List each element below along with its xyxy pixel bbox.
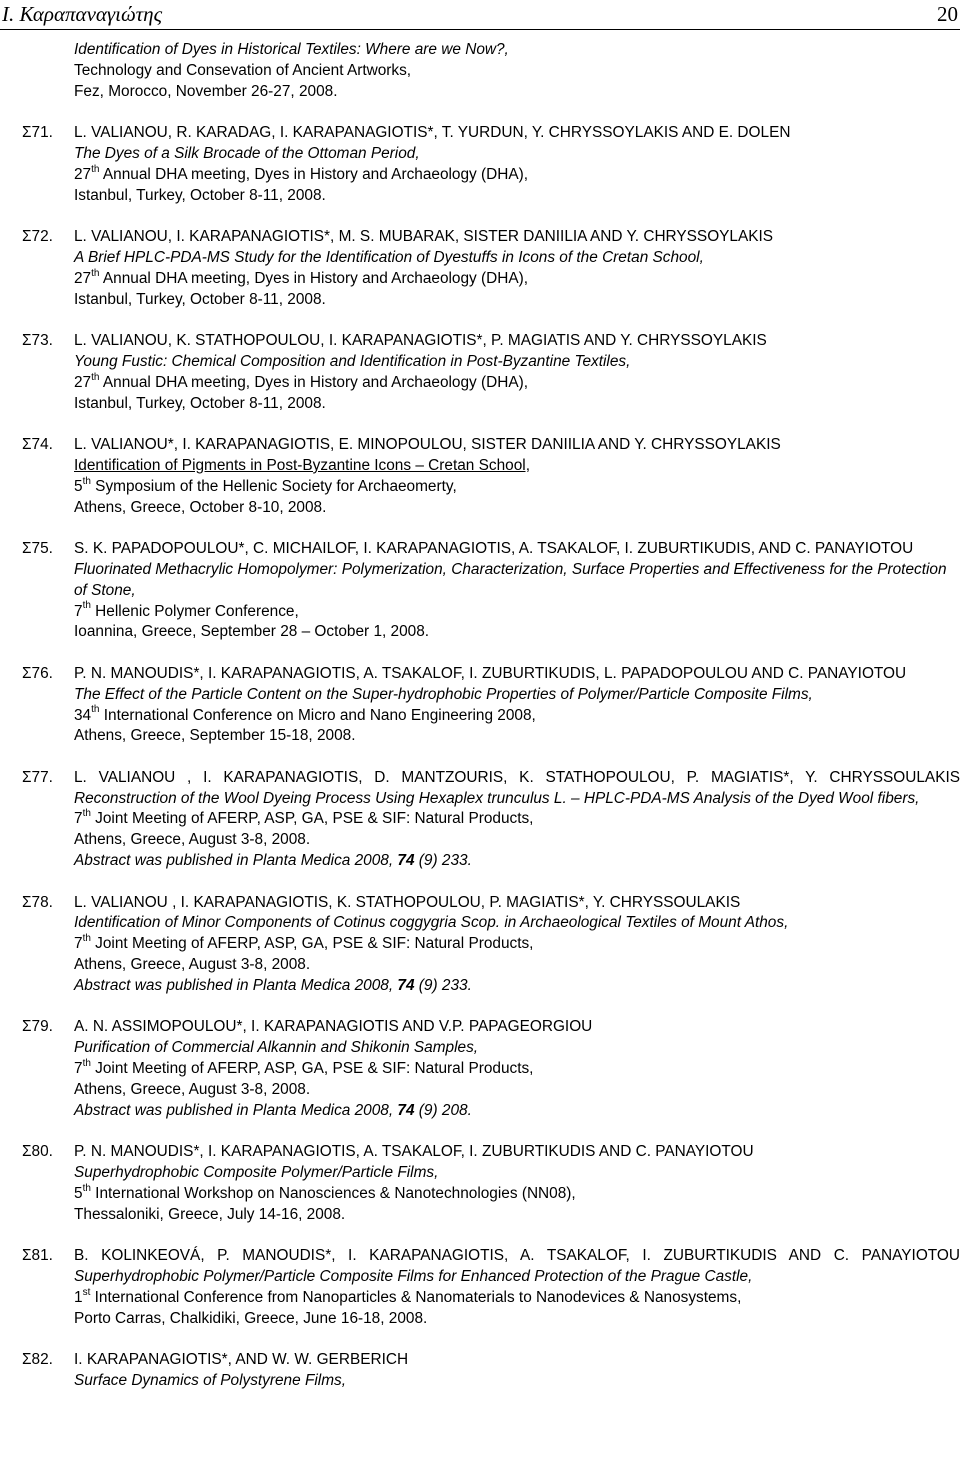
entry-title: Identification of Dyes in Historical Textiles: Where are we Now?,: [74, 41, 509, 58]
entry-number: Σ79.: [22, 1018, 53, 1036]
header-author: Ι. Καραπαναγιώτης: [2, 2, 163, 26]
entry-title: Fluorinated Methacrylic Homopolymer: Polymerization, Characterization, Surface Properties and Effectiveness for the Protection of Stone,: [74, 560, 947, 599]
entry-conference: 5th Symposium of the Hellenic Society for Archaeomerty,: [74, 475, 457, 495]
entry-place: Istanbul, Turkey, October 8-11, 2008.: [74, 394, 326, 412]
entry-title: Surface Dynamics of Polystyrene Films,: [74, 1372, 346, 1389]
entry-authors: L. VALIANOU, I. KARAPANAGIOTIS*, M. S. MUBARAK, SISTER DANIILIA AND Y. CHRYSSOYLAKIS: [74, 228, 774, 246]
entry-number: Σ76.: [22, 664, 53, 682]
entry-authors: P. N. MANOUDIS*, I. KARAPANAGIOTIS, A. TSAKALOF, I. ZUBURTIKUDIS, L. PAPADOPOULOU AND C. PANAYIOTOU: [74, 664, 907, 682]
entry-number: Σ73.: [22, 332, 53, 350]
list-item: [22, 539, 960, 643]
entry-authors: L. VALIANOU*, I. KARAPANAGIOTIS, E. MINOPOULOU, SISTER DANIILIA AND Y. CHRYSSOYLAKIS: [74, 436, 781, 454]
entry-place: Athens, Greece, August 3-8, 2008.: [74, 1080, 311, 1098]
entry-title: A Brief HPLC-PDA-MS Study for the Identification of Dyestuffs in Icons of the Cretan School,: [74, 248, 704, 266]
entry-conference: 7th Joint Meeting of AFERP, ASP, GA, PSE & SIF: Natural Products,: [74, 808, 534, 828]
entry-title: Purification of Commercial Alkannin and Shikonin Samples,: [74, 1039, 479, 1057]
entry-authors: L. VALIANOU , I. KARAPANAGIOTIS, D. MANTZOURIS, K. STATHOPOULOU, P. MAGIATIS*, Y. CHRYSSOULAKIS: [74, 768, 960, 786]
entry-conference: 7th Joint Meeting of AFERP, ASP, GA, PSE & SIF: Natural Products,: [74, 933, 534, 953]
entry-conference: 34th International Conference on Micro and Nano Engineering 2008,: [74, 704, 536, 724]
entry-abstract-note: Abstract was published in Planta Medica 2008, 74 (9) 233.: [74, 976, 472, 994]
entry-number: Σ80.: [22, 1143, 53, 1161]
list-item: [22, 768, 960, 872]
entry-place: Istanbul, Turkey, October 8-11, 2008.: [74, 290, 326, 308]
entry-number: Σ77.: [22, 768, 53, 786]
entry-conference: 27th Annual DHA meeting, Dyes in History and Archaeology (DHA),: [74, 163, 529, 183]
entry-place: Istanbul, Turkey, October 8-11, 2008.: [74, 186, 326, 204]
entry-place: Athens, Greece, October 8-10, 2008.: [74, 498, 327, 516]
entry-conference: 27th Annual DHA meeting, Dyes in History and Archaeology (DHA),: [74, 371, 529, 391]
entry-authors: L. VALIANOU , I. KARAPANAGIOTIS, K. STATHOPOULOU, P. MAGIATIS*, Y. CHRYSSOULAKIS: [74, 893, 741, 911]
list-item: [22, 227, 960, 310]
entry-conference: 5th International Workshop on Nanosciences & Nanotechnologies (NN08),: [74, 1182, 576, 1202]
page-header: [0, 0, 960, 28]
list-item: [22, 1350, 960, 1392]
entry-authors: B. KOLINKEOVÁ, P. MANOUDIS*, I. KARAPANAGIOTIS, A. TSAKALOF, I. ZUBURTIKUDIS AND C. PANAYIOTOU: [74, 1247, 960, 1265]
entry-authors: A. N. ASSIMOPOULOU*, I. KARAPANAGIOTIS AND V.P. PAPAGEORGIOU: [74, 1018, 593, 1036]
list-item: [22, 331, 960, 414]
entry-conference: 7th Hellenic Polymer Conference,: [74, 600, 299, 620]
entry-conference: Technology and Consevation of Ancient Artworks,: [74, 61, 412, 79]
entry-number: Σ75.: [22, 540, 53, 558]
entry-number: Σ82.: [22, 1351, 53, 1369]
entry-place: Thessaloniki, Greece, July 14-16, 2008.: [74, 1205, 346, 1223]
list-item: [22, 123, 960, 206]
entry-number: Σ81.: [22, 1247, 53, 1265]
entry-title: The Dyes of a Silk Brocade of the Ottoman Period,: [74, 144, 420, 162]
list-item: [22, 1142, 960, 1225]
header-rule: [0, 29, 960, 30]
entry-authors: L. VALIANOU, K. STATHOPOULOU, I. KARAPANAGIOTIS*, P. MAGIATIS AND Y. CHRYSSOYLAKIS: [74, 332, 767, 350]
entry-authors: L. VALIANOU, R. KARADAG, I. KARAPANAGIOTIS*, T. YURDUN, Y. CHRYSSOYLAKIS AND E. DOLEN: [74, 124, 791, 142]
entry-title: Superhydrophobic Composite Polymer/Particle Films,: [74, 1164, 439, 1182]
entry-number: Σ71.: [22, 124, 53, 142]
entry-abstract-note: Abstract was published in Planta Medica 2008, 74 (9) 208.: [74, 1101, 472, 1119]
entry-title: The Effect of the Particle Content on the Super-hydrophobic Properties of Polymer/Particle Composite Films,: [74, 685, 813, 703]
entry-conference: 7th Joint Meeting of AFERP, ASP, GA, PSE & SIF: Natural Products,: [74, 1057, 534, 1078]
entry-place: Fez, Morocco, November 26-27, 2008.: [74, 82, 338, 100]
list-item: [22, 664, 960, 747]
entry-number: Σ78.: [22, 893, 53, 911]
entry-number: Σ74.: [22, 436, 53, 454]
entry-conference: 27th Annual DHA meeting, Dyes in History and Archaeology (DHA),: [74, 267, 529, 287]
entry-place: Athens, Greece, August 3-8, 2008.: [74, 956, 311, 974]
entry-place: Ioannina, Greece, September 28 – October 1, 2008.: [74, 623, 430, 641]
entry-abstract-note: Abstract was published in Planta Medica 2008, 74 (9) 233.: [74, 852, 472, 870]
entry-title: Superhydrophobic Polymer/Particle Composite Films for Enhanced Protection of the Prague Castle,: [74, 1268, 753, 1286]
entry-title: Identification of Minor Components of Cotinus coggygria Scop. in Archaeological Textiles of Mount Athos,: [74, 914, 789, 932]
continued-entry: [22, 40, 960, 102]
entry-title: Reconstruction of the Wool Dyeing Process Using Hexaplex trunculus L. – HPLC-PDA-MS Analysis of the Dyed Wool fibers,: [74, 789, 920, 807]
entry-title: Identification of Pigments in Post-Byzantine Icons – Cretan School,: [74, 456, 530, 474]
entry-place: Athens, Greece, August 3-8, 2008.: [74, 831, 311, 849]
entry-authors: P. N. MANOUDIS*, I. KARAPANAGIOTIS, A. TSAKALOF, I. ZUBURTIKUDIS AND C. PANAYIOTOU: [74, 1143, 754, 1161]
entry-number: Σ72.: [22, 228, 53, 246]
entry-place: Porto Carras, Chalkidiki, Greece, June 16-18, 2008.: [74, 1309, 428, 1327]
list-item: [22, 1246, 960, 1329]
entry-title: Young Fustic: Chemical Composition and Identification in Post-Byzantine Textiles,: [74, 352, 631, 370]
entry-place: Athens, Greece, September 15-18, 2008.: [74, 727, 356, 745]
entry-conference: 1st International Conference from Nanoparticles & Nanomaterials to Nanodevices & Nanosystems,: [74, 1286, 742, 1306]
publication-list: [22, 40, 960, 1392]
list-item: [22, 1017, 960, 1121]
entry-authors: I. KARAPANAGIOTIS*, AND W. W. GERBERICH: [74, 1351, 409, 1369]
list-item: [22, 893, 960, 997]
page-number: 20: [937, 2, 958, 26]
entry-authors: S. K. PAPADOPOULOU*, C. MICHAILOF, I. KARAPANAGIOTIS, A. TSAKALOF, I. ZUBURTIKUDIS, AND C. PANAYIOTOU: [74, 540, 914, 558]
list-item: [22, 435, 960, 518]
